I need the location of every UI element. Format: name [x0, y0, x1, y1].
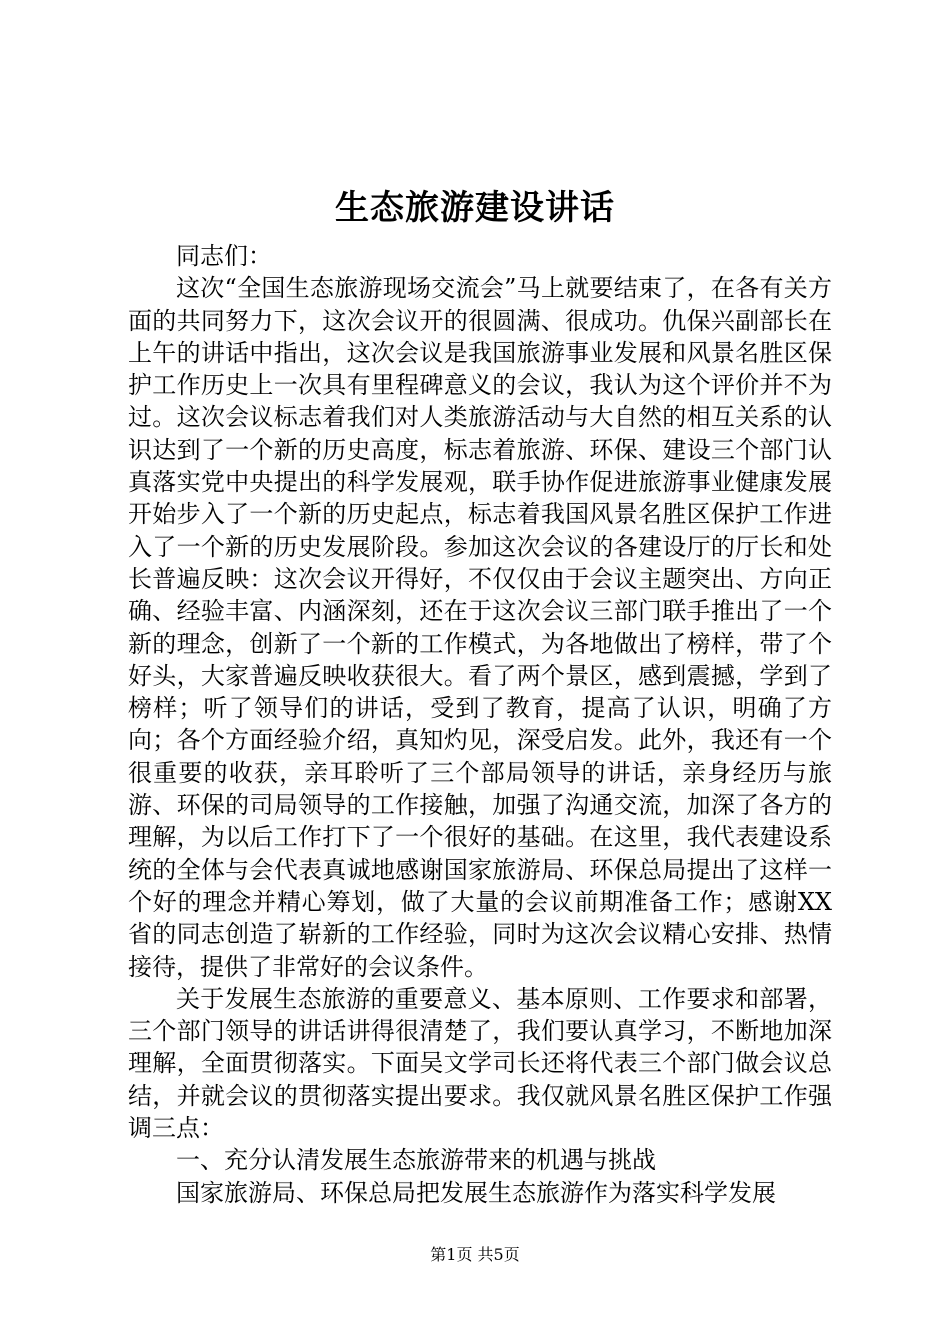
salutation: 同志们：	[176, 242, 272, 270]
document-body	[128, 240, 832, 1209]
section-heading-1: 一、充分认清发展生态旅游带来的机遇与挑战	[176, 1146, 656, 1175]
paragraph-2: 关于发展生态旅游的重要意义、基本原则、工作要求和部署，三个部门领导的讲话讲得很清楚了，我们要认真学习，不断地加深理解，全面贯彻落实。下面吴文学司长还将代表三个部门做会议总结，并就会议的贯彻落实提出要求。我仅就风景名胜区保护工作强调三点：	[128, 984, 832, 1143]
paragraph-1: 这次“全国生态旅游现场交流会”马上就要结束了，在各有关方面的共同努力下，这次会议开的很圆满、很成功。仇保兴副部长在上午的讲话中指出，这次会议是我国旅游事业发展和风景名胜区保护工作历史上一次具有里程碑意义的会议，我认为这个评价并不为过。这次会议标志着我们对人类旅游活动与大自然的相互关系的认识达到了一个新的历史高度，标志着旅游、环保、建设三个部门认真落实党中央提出的科学发展观，联手协作促进旅游事业健康发展开始步入了一个新的历史起点，标志着我国风景名胜区保护工作进入了一个新的历史发展阶段。参加这次会议的各建设厅的厅长和处长普遍反映：这次会议开得好，不仅仅由于会议主题突出、方向正确、经验丰富、内涵深刻，还在于这次会议三部门联手推出了一个新的理念，创新了一个新的工作模式，为各地做出了榜样，带了个好头，大家普遍反映收获很大。看了两个景区，感到震撼，学到了榜样；听了领导们的讲话，受到了教育，提高了认识，明确了方向；各个方面经验介绍，真知灼见，深受启发。此外，我还有一个很重要的收获，亲耳聆听了三个部局领导的讲话，亲身经历与旅游、环保的司局领导的工作接触，加强了沟通交流，加深了各方的理解，为以后工作打下了一个很好的基础。在这里，我代表建设系统的全体与会代表真诚地感谢国家旅游局、环保总局提出了这样一个好的理念并精心筹划，做了大量的会议前期准备工作；感谢XX省的同志创造了崭新的工作经验，同时为这次会议精心安排、热情接待，提供了非常好的会议条件。	[128, 274, 832, 981]
paragraph-3: 国家旅游局、环保总局把发展生态旅游作为落实科学发展	[176, 1178, 776, 1207]
document-title: 生态旅游建设讲话	[335, 188, 615, 228]
page-footer: 第1页 共5页	[430, 1245, 520, 1264]
